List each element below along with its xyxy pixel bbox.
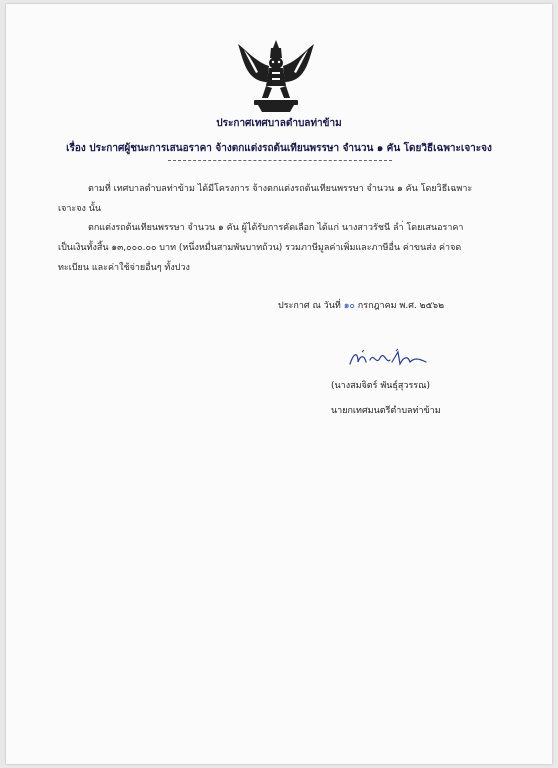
garuda-emblem-icon (236, 38, 316, 114)
paragraph-2-line-1: ตกแต่งรถต้นเทียนพรรษา จำนวน ๑ คัน ผู้ได้รับการคัดเลือก ได้แก่ นางสาวรัชนี ลํา่ โดยเสนอราคา (88, 223, 464, 233)
signer-name: (นางสมจิตร์ พันธุ์สุวรรณ) (331, 381, 431, 391)
paragraph-1-line-1: ตามที่ เทศบาลตำบลท่าข้าม ได้มีโครงการ จ้างตกแต่งรถต้นเทียนพรรษา จำนวน ๑ คัน โดยวิธีเฉพาะ (88, 184, 473, 194)
document-heading: ประกาศเทศบาลตำบลท่าข้าม (216, 118, 342, 129)
announce-month-year: กรกฎาคม พ.ศ. ๒๕๖๒ (357, 301, 445, 311)
separator-line (168, 160, 392, 161)
paragraph-1-line-2: เจาะจง นั้น (58, 204, 102, 214)
paragraph-2-line-3: ทะเบียน และค่าใช้จ่ายอื่นๆ ทั้งปวง (58, 263, 190, 273)
announce-date (278, 298, 444, 312)
document-subject: เรื่อง ประกาศผู้ชนะการเสนอราคา จ้างตกแต่งรถต้นเทียนพรรษา จำนวน ๑ คัน โดยวิธีเฉพาะเจาะจง (66, 143, 492, 154)
signature-image (348, 348, 428, 370)
signer-position: นายกเทศมนตรีตำบลท่าข้าม (331, 406, 441, 416)
announce-day: ๑๐ (343, 301, 355, 311)
paragraph-2-line-2: เป็นเงินทั้งสิ้น ๑๓,๐๐๐.๐๐ บาท (หนึ่งหมื่นสามพันบาทถ้วน) รวมภาษีมูลค่าเพิ่มและภาษีอื่น ค่าขนส่ง ค่าจด (58, 243, 462, 253)
announce-prefix: ประกาศ ณ วันที่ (278, 301, 341, 311)
